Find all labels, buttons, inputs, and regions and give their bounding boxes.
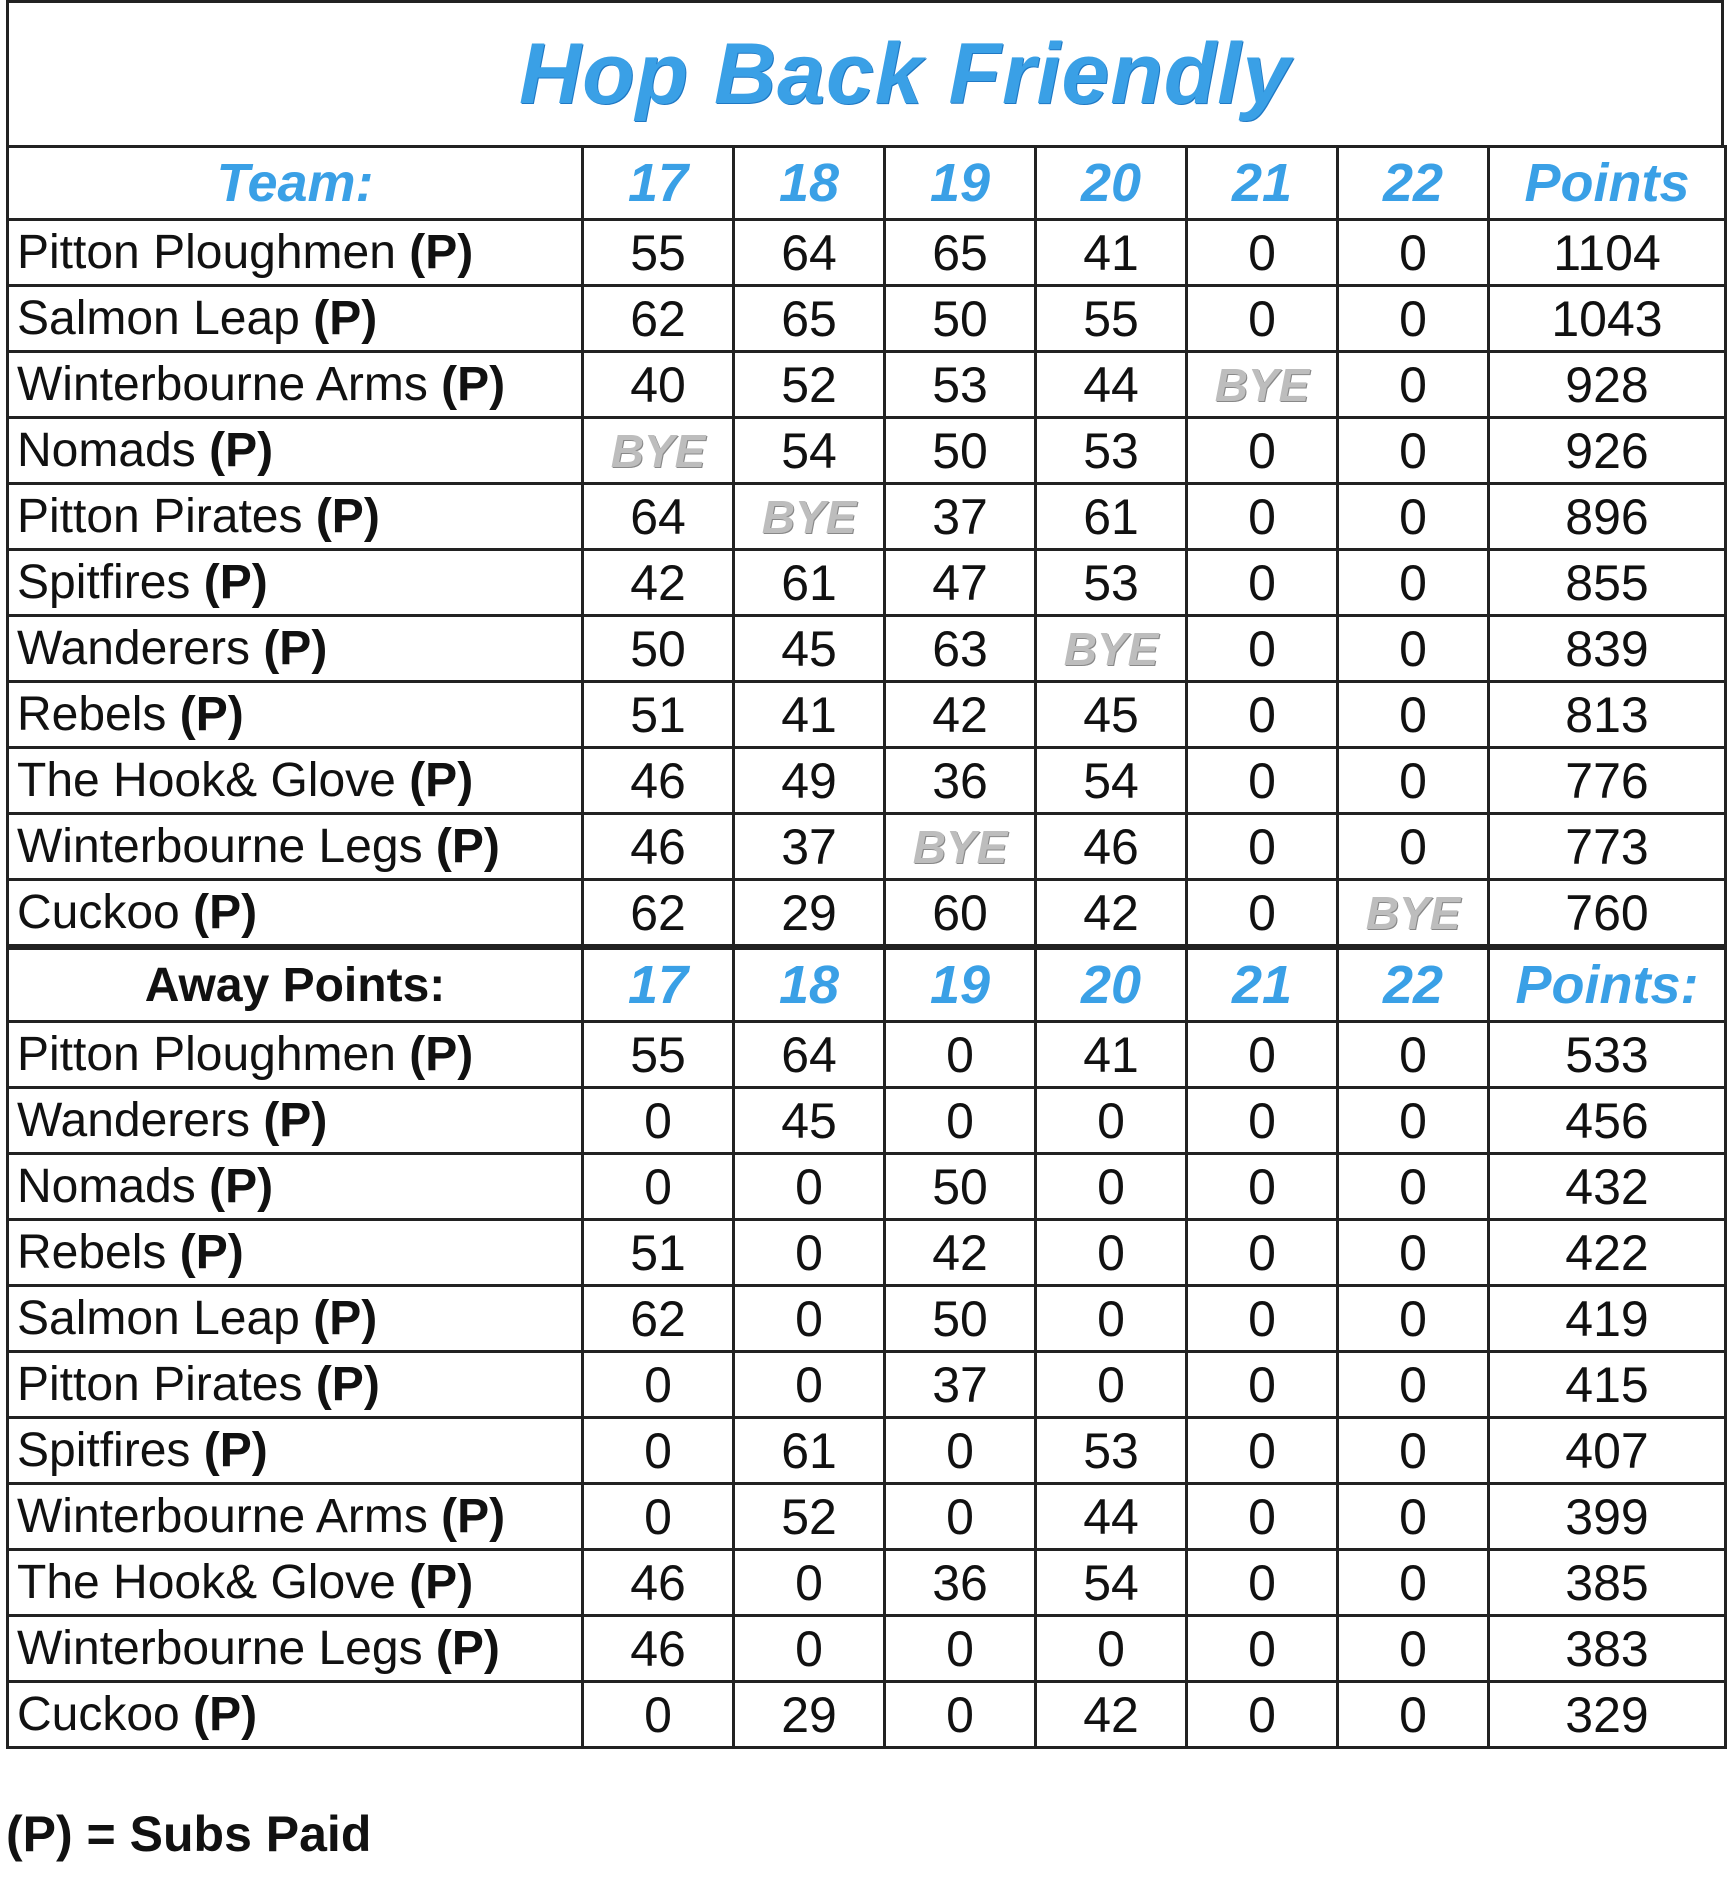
team-name: Spitfires [17, 1424, 191, 1477]
score-cell: 63 [885, 616, 1036, 682]
team-name-cell [8, 616, 583, 682]
bye-cell: BYE [885, 814, 1036, 880]
score-cell: 0 [1187, 880, 1338, 948]
subs-paid-marker: (P) [313, 1292, 378, 1345]
score-cell: 0 [1187, 220, 1338, 286]
score-cell: 0 [1338, 814, 1489, 880]
team-name-cell [8, 286, 583, 352]
team-name: Rebels [17, 688, 167, 741]
total-points-cell: 1104 [1489, 220, 1726, 286]
score-cell: 61 [734, 1418, 885, 1484]
bye-cell: BYE [1036, 616, 1187, 682]
score-cell: 65 [734, 286, 885, 352]
score-cell: 42 [1036, 880, 1187, 948]
team-name: Cuckoo [17, 886, 180, 939]
score-cell: 61 [734, 550, 885, 616]
score-cell: 0 [1338, 484, 1489, 550]
score-cell: 0 [1187, 418, 1338, 484]
score-cell: 0 [1036, 1352, 1187, 1418]
score-cell: 42 [1036, 1682, 1187, 1748]
home-header-row [8, 147, 1726, 220]
team-name-cell [8, 1616, 583, 1682]
score-cell: 0 [885, 1484, 1036, 1550]
subs-paid-marker: (P) [435, 820, 500, 873]
score-cell: 51 [583, 682, 734, 748]
score-cell: 0 [1187, 1088, 1338, 1154]
total-points-cell: 456 [1489, 1088, 1726, 1154]
subs-paid-marker: (P) [263, 622, 328, 675]
score-cell: 0 [1187, 1352, 1338, 1418]
score-cell: 0 [885, 1682, 1036, 1748]
team-name-cell [8, 220, 583, 286]
subs-paid-marker: (P) [209, 1160, 274, 1213]
total-points-cell: 773 [1489, 814, 1726, 880]
total-points-cell: 813 [1489, 682, 1726, 748]
table-row [8, 1616, 1726, 1682]
team-name-cell [8, 1484, 583, 1550]
table-row [8, 352, 1726, 418]
team-name: Rebels [17, 1226, 167, 1279]
score-cell: 0 [1338, 682, 1489, 748]
table-row [8, 550, 1726, 616]
team-name: Pitton Ploughmen [17, 1028, 396, 1081]
table-row [8, 484, 1726, 550]
team-name: Wanderers [17, 1094, 250, 1147]
table-row [8, 1088, 1726, 1154]
table-row [8, 1154, 1726, 1220]
bye-cell: BYE [1338, 880, 1489, 948]
score-cell: 54 [734, 418, 885, 484]
score-cell: 41 [1036, 1022, 1187, 1088]
score-cell: 55 [583, 220, 734, 286]
score-cell: 0 [1338, 616, 1489, 682]
title-box [6, 0, 1724, 145]
score-cell: 0 [885, 1022, 1036, 1088]
round-header: 18 [734, 947, 885, 1022]
score-cell: 65 [885, 220, 1036, 286]
score-cell: 62 [583, 286, 734, 352]
score-cell: 0 [1338, 1220, 1489, 1286]
total-points-cell: 760 [1489, 880, 1726, 948]
away-header-row [8, 947, 1726, 1022]
score-cell: 0 [1036, 1286, 1187, 1352]
score-cell: 0 [583, 1484, 734, 1550]
score-cell: 50 [583, 616, 734, 682]
subs-paid-marker: (P) [179, 1226, 244, 1279]
score-cell: 0 [1187, 616, 1338, 682]
score-cell: 0 [1187, 682, 1338, 748]
score-cell: 50 [885, 418, 1036, 484]
subs-paid-marker: (P) [441, 358, 506, 411]
score-cell: 0 [1187, 550, 1338, 616]
round-header: 18 [734, 147, 885, 220]
score-cell: 37 [734, 814, 885, 880]
table-row [8, 1682, 1726, 1748]
team-name: Pitton Ploughmen [17, 226, 396, 279]
score-cell: 0 [885, 1088, 1036, 1154]
total-points-cell: 432 [1489, 1154, 1726, 1220]
subs-paid-marker: (P) [193, 886, 258, 939]
score-cell: 0 [1187, 1418, 1338, 1484]
score-cell: 0 [1187, 1022, 1338, 1088]
subs-paid-marker: (P) [313, 292, 378, 345]
points-header: Points [1489, 147, 1726, 220]
score-cell: 0 [1187, 814, 1338, 880]
bye-cell: BYE [1187, 352, 1338, 418]
total-points-cell: 896 [1489, 484, 1726, 550]
score-cell: 0 [1036, 1154, 1187, 1220]
score-cell: 45 [734, 616, 885, 682]
team-name-cell [8, 1022, 583, 1088]
score-cell: 45 [1036, 682, 1187, 748]
score-cell: 55 [583, 1022, 734, 1088]
score-cell: 42 [885, 1220, 1036, 1286]
score-cell: 0 [1338, 286, 1489, 352]
score-cell: 0 [1338, 1154, 1489, 1220]
score-cell: 50 [885, 1286, 1036, 1352]
team-name: Salmon Leap [17, 1292, 300, 1345]
round-header: 20 [1036, 947, 1187, 1022]
score-cell: 36 [885, 748, 1036, 814]
team-name-cell [8, 814, 583, 880]
score-cell: 0 [1338, 1088, 1489, 1154]
score-cell: 0 [1187, 748, 1338, 814]
team-name-cell [8, 1088, 583, 1154]
score-cell: 0 [1036, 1616, 1187, 1682]
table-row [8, 418, 1726, 484]
table-row [8, 286, 1726, 352]
score-cell: 41 [1036, 220, 1187, 286]
subs-paid-marker: (P) [203, 1424, 268, 1477]
subs-paid-marker: (P) [193, 1688, 258, 1741]
team-name: Winterbourne Legs [17, 820, 423, 873]
score-cell: 64 [583, 484, 734, 550]
league-title: Hop Back Friendly [518, 25, 1292, 122]
score-cell: 54 [1036, 1550, 1187, 1616]
score-cell: 45 [734, 1088, 885, 1154]
subs-paid-marker: (P) [441, 1490, 506, 1543]
total-points-cell: 407 [1489, 1418, 1726, 1484]
score-cell: 62 [583, 1286, 734, 1352]
team-name-cell [8, 880, 583, 948]
round-header: 21 [1187, 947, 1338, 1022]
score-cell: 0 [1338, 418, 1489, 484]
total-points-cell: 329 [1489, 1682, 1726, 1748]
score-cell: 0 [1187, 1220, 1338, 1286]
subs-paid-marker: (P) [315, 1358, 380, 1411]
score-cell: 61 [1036, 484, 1187, 550]
total-points-cell: 422 [1489, 1220, 1726, 1286]
score-cell: 0 [1338, 1550, 1489, 1616]
team-name: Winterbourne Legs [17, 1622, 423, 1675]
score-cell: 46 [583, 1550, 734, 1616]
total-points-cell: 928 [1489, 352, 1726, 418]
score-cell: 0 [1187, 484, 1338, 550]
team-name-cell [8, 1154, 583, 1220]
score-cell: 0 [1338, 1022, 1489, 1088]
table-row [8, 1550, 1726, 1616]
score-cell: 0 [1187, 1286, 1338, 1352]
score-cell: 36 [885, 1550, 1036, 1616]
score-cell: 53 [1036, 550, 1187, 616]
score-cell: 0 [583, 1088, 734, 1154]
score-cell: 29 [734, 1682, 885, 1748]
subs-paid-marker: (P) [179, 688, 244, 741]
standings-table [6, 145, 1727, 1749]
score-cell: 0 [583, 1154, 734, 1220]
team-name: Spitfires [17, 556, 191, 609]
total-points-cell: 776 [1489, 748, 1726, 814]
round-header: 17 [583, 947, 734, 1022]
table-row [8, 1220, 1726, 1286]
team-name: Salmon Leap [17, 292, 300, 345]
score-cell: 0 [583, 1682, 734, 1748]
round-header: 19 [885, 147, 1036, 220]
subs-paid-marker: (P) [209, 424, 274, 477]
score-cell: 50 [885, 1154, 1036, 1220]
score-cell: 0 [734, 1286, 885, 1352]
score-cell: 0 [1338, 1616, 1489, 1682]
round-header: 19 [885, 947, 1036, 1022]
score-cell: 53 [1036, 1418, 1187, 1484]
score-cell: 0 [1187, 286, 1338, 352]
round-header: 22 [1338, 147, 1489, 220]
team-name: Winterbourne Arms [17, 358, 428, 411]
team-name-cell [8, 484, 583, 550]
score-cell: 0 [1338, 1286, 1489, 1352]
score-cell: 50 [885, 286, 1036, 352]
score-cell: 37 [885, 1352, 1036, 1418]
score-cell: 52 [734, 1484, 885, 1550]
score-cell: 0 [1036, 1088, 1187, 1154]
score-cell: 0 [583, 1418, 734, 1484]
round-header: 20 [1036, 147, 1187, 220]
team-name-cell [8, 1682, 583, 1748]
team-name: Pitton Pirates [17, 1358, 303, 1411]
score-cell: 0 [734, 1616, 885, 1682]
score-cell: 44 [1036, 1484, 1187, 1550]
team-name-cell [8, 1352, 583, 1418]
score-cell: 64 [734, 1022, 885, 1088]
score-cell: 40 [583, 352, 734, 418]
subs-paid-marker: (P) [263, 1094, 328, 1147]
subs-paid-marker: (P) [435, 1622, 500, 1675]
total-points-cell: 385 [1489, 1550, 1726, 1616]
score-cell: 0 [734, 1154, 885, 1220]
team-name-cell [8, 1220, 583, 1286]
total-points-cell: 926 [1489, 418, 1726, 484]
points-header: Points: [1489, 947, 1726, 1022]
total-points-cell: 419 [1489, 1286, 1726, 1352]
score-cell: 0 [1338, 1418, 1489, 1484]
score-cell: 42 [583, 550, 734, 616]
table-row [8, 220, 1726, 286]
score-cell: 46 [583, 1616, 734, 1682]
team-name-cell [8, 1286, 583, 1352]
score-cell: 0 [885, 1616, 1036, 1682]
team-name: Cuckoo [17, 1688, 180, 1741]
score-cell: 53 [885, 352, 1036, 418]
score-cell: 46 [583, 748, 734, 814]
table-row [8, 880, 1726, 948]
score-cell: 0 [1338, 550, 1489, 616]
table-row [8, 1022, 1726, 1088]
bye-cell: BYE [583, 418, 734, 484]
total-points-cell: 399 [1489, 1484, 1726, 1550]
score-cell: 0 [1338, 220, 1489, 286]
team-name: The Hook& Glove [17, 754, 396, 807]
score-cell: 42 [885, 682, 1036, 748]
table-row [8, 1484, 1726, 1550]
subs-paid-marker: (P) [409, 754, 474, 807]
bye-cell: BYE [734, 484, 885, 550]
table-row [8, 1286, 1726, 1352]
round-header: 22 [1338, 947, 1489, 1022]
score-cell: 52 [734, 352, 885, 418]
team-name: Nomads [17, 424, 196, 477]
score-cell: 46 [583, 814, 734, 880]
score-cell: 44 [1036, 352, 1187, 418]
table-row [8, 748, 1726, 814]
table-row [8, 814, 1726, 880]
subs-paid-marker: (P) [409, 226, 474, 279]
subs-paid-legend: (P) = Subs Paid [6, 1806, 372, 1862]
score-cell: 0 [1338, 1484, 1489, 1550]
team-name-cell [8, 682, 583, 748]
team-name: Wanderers [17, 622, 250, 675]
round-header: 21 [1187, 147, 1338, 220]
score-cell: 41 [734, 682, 885, 748]
table-row [8, 616, 1726, 682]
away-section [8, 947, 1726, 1748]
team-name-cell [8, 418, 583, 484]
team-name: Pitton Pirates [17, 490, 303, 543]
score-cell: 49 [734, 748, 885, 814]
total-points-cell: 383 [1489, 1616, 1726, 1682]
score-cell: 0 [1338, 352, 1489, 418]
total-points-cell: 839 [1489, 616, 1726, 682]
total-points-cell: 533 [1489, 1022, 1726, 1088]
team-name-cell [8, 1550, 583, 1616]
home-section [8, 147, 1726, 948]
team-name: The Hook& Glove [17, 1556, 396, 1609]
score-cell: 29 [734, 880, 885, 948]
score-cell: 54 [1036, 748, 1187, 814]
score-cell: 0 [1187, 1550, 1338, 1616]
team-name-cell [8, 1418, 583, 1484]
score-cell: 47 [885, 550, 1036, 616]
score-cell: 0 [1338, 1682, 1489, 1748]
score-cell: 0 [1187, 1154, 1338, 1220]
league-sheet [6, 0, 1724, 1749]
score-cell: 0 [1187, 1682, 1338, 1748]
subs-paid-marker: (P) [409, 1556, 474, 1609]
subs-paid-marker: (P) [203, 556, 268, 609]
score-cell: 46 [1036, 814, 1187, 880]
score-cell: 0 [1187, 1484, 1338, 1550]
team-name-cell [8, 550, 583, 616]
table-row [8, 682, 1726, 748]
score-cell: 0 [1187, 1616, 1338, 1682]
score-cell: 64 [734, 220, 885, 286]
score-cell: 0 [734, 1220, 885, 1286]
table-row [8, 1352, 1726, 1418]
score-cell: 62 [583, 880, 734, 948]
table-row [8, 1418, 1726, 1484]
total-points-cell: 415 [1489, 1352, 1726, 1418]
score-cell: 0 [1036, 1220, 1187, 1286]
round-header: 17 [583, 147, 734, 220]
score-cell: 0 [583, 1352, 734, 1418]
score-cell: 0 [734, 1352, 885, 1418]
score-cell: 0 [1338, 748, 1489, 814]
away-points-header: Away Points: [8, 947, 583, 1022]
score-cell: 37 [885, 484, 1036, 550]
score-cell: 0 [734, 1550, 885, 1616]
subs-paid-marker: (P) [315, 490, 380, 543]
score-cell: 53 [1036, 418, 1187, 484]
score-cell: 0 [885, 1418, 1036, 1484]
score-cell: 51 [583, 1220, 734, 1286]
subs-paid-marker: (P) [409, 1028, 474, 1081]
team-name: Nomads [17, 1160, 196, 1213]
score-cell: 0 [1338, 1352, 1489, 1418]
team-header: Team: [8, 147, 583, 220]
score-cell: 60 [885, 880, 1036, 948]
total-points-cell: 855 [1489, 550, 1726, 616]
team-name: Winterbourne Arms [17, 1490, 428, 1543]
team-name-cell [8, 352, 583, 418]
score-cell: 55 [1036, 286, 1187, 352]
team-name-cell [8, 748, 583, 814]
total-points-cell: 1043 [1489, 286, 1726, 352]
